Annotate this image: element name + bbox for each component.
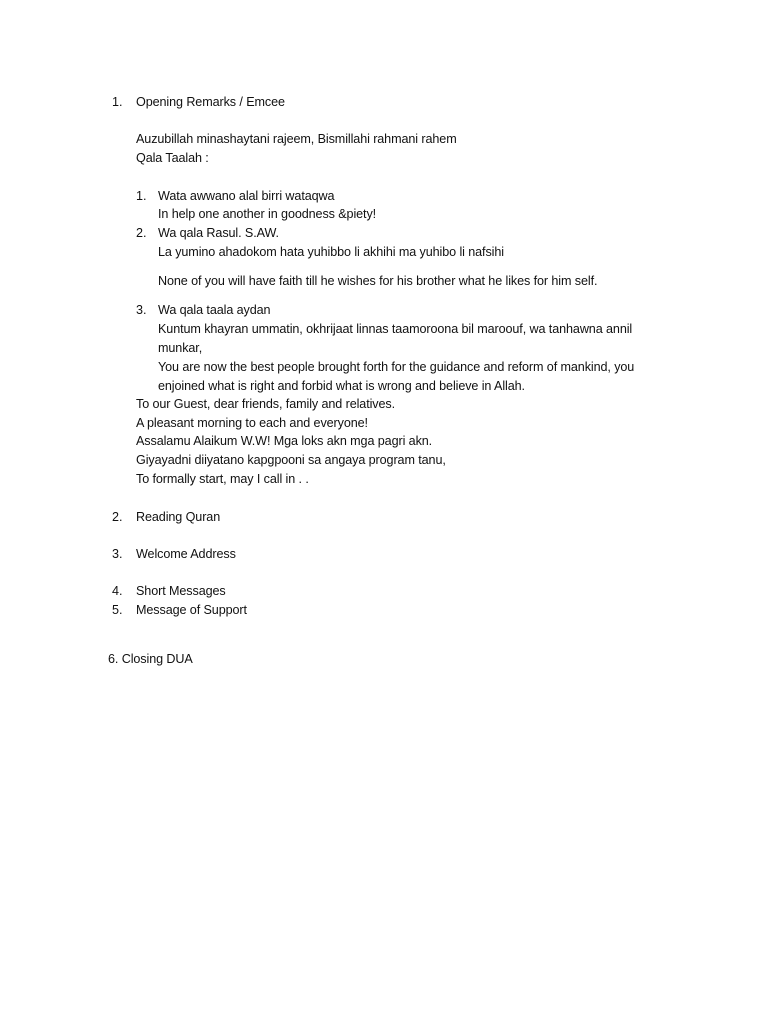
sub-item-2-line-1: Wa qala Rasul. S.AW. xyxy=(158,226,279,240)
section-5-title: Message of Support xyxy=(136,603,247,617)
section-4-number: 4. xyxy=(112,584,123,598)
greeting-line-5: To formally start, may I call in . . xyxy=(136,472,309,486)
sub-item-1-line-2: In help one another in goodness &piety! xyxy=(158,207,377,221)
greeting-line-4: Giyayadni diiyatano kapgpooni sa angaya program tanu, xyxy=(136,453,446,467)
greeting-line-3: Assalamu Alaikum W.W! Mga loks akn mga pagri akn. xyxy=(136,434,433,448)
sub-item-1-line-1: Wata awwano alal birri wataqwa xyxy=(158,189,335,203)
section-6-title: 6. Closing DUA xyxy=(108,652,193,666)
sub-item-3-number: 3. xyxy=(136,303,147,317)
sub-item-3-line-2: Kuntum khayran ummatin, okhrijaat linnas taamoroona bil maroouf, wa tanhawna annil xyxy=(158,322,633,336)
intro-line-1: Auzubillah minashaytani rajeem, Bismillahi rahmani rahem xyxy=(136,132,457,146)
section-1-number: 1. xyxy=(112,95,123,109)
sub-item-2-number: 2. xyxy=(136,226,147,240)
sub-item-1-number: 1. xyxy=(136,189,147,203)
section-5-number: 5. xyxy=(112,603,123,617)
section-4-title: Short Messages xyxy=(136,584,226,598)
sub-item-3-line-5: enjoined what is right and forbid what is wrong and believe in Allah. xyxy=(158,379,525,393)
sub-item-2-line-2: La yumino ahadokom hata yuhibbo li akhihi ma yuhibo li nafsihi xyxy=(158,245,504,259)
sub-item-3-line-4: You are now the best people brought forth for the guidance and reform of mankind, you xyxy=(158,360,635,374)
sub-item-3-line-3: munkar, xyxy=(158,341,203,355)
section-2-title: Reading Quran xyxy=(136,510,221,524)
section-3-number: 3. xyxy=(112,547,123,561)
sub-item-2-line-3: None of you will have faith till he wishes for his brother what he likes for him self. xyxy=(158,274,598,288)
section-1-title: Opening Remarks / Emcee xyxy=(136,95,285,109)
section-2-number: 2. xyxy=(112,510,123,524)
sub-item-3-line-1: Wa qala taala aydan xyxy=(158,303,271,317)
greeting-line-2: A pleasant morning to each and everyone! xyxy=(136,416,368,430)
greeting-line-1: To our Guest, dear friends, family and relatives. xyxy=(136,397,395,411)
section-3-title: Welcome Address xyxy=(136,547,236,561)
intro-line-2: Qala Taalah : xyxy=(136,151,209,165)
